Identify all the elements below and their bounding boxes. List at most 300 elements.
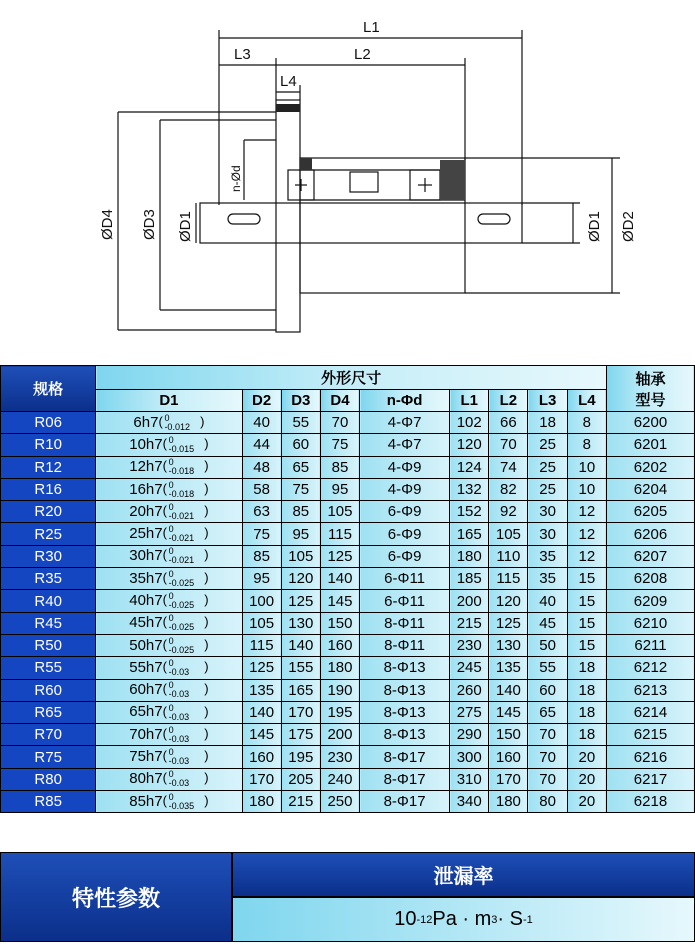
model-cell: R65	[1, 701, 96, 723]
d3-cell: 195	[281, 746, 320, 768]
l4-cell: 15	[567, 568, 606, 590]
d1-cell	[96, 634, 242, 656]
properties-panel	[0, 852, 695, 942]
leak-unit-a: Pa · m	[432, 908, 492, 930]
nd-cell: 8-Φ13	[360, 724, 450, 746]
l3-cell: 70	[528, 724, 567, 746]
tolerance-upper: 0	[168, 747, 174, 758]
l3-cell: 65	[528, 701, 567, 723]
bearing-cell: 6213	[606, 679, 694, 701]
tolerance-lower: -0.012	[164, 421, 190, 432]
column-header: L3	[528, 390, 567, 412]
d4-cell: 230	[320, 746, 359, 768]
l1-cell: 310	[450, 768, 489, 790]
l4-cell: 18	[567, 701, 606, 723]
tolerance-lower: -0.03	[168, 689, 190, 700]
nd-cell: 4-Φ9	[360, 478, 450, 500]
l2-cell: 66	[489, 412, 528, 434]
l2-cell: 120	[489, 590, 528, 612]
d3-cell: 85	[281, 501, 320, 523]
d1-tolerance: ( ) 0 -0.03	[162, 680, 209, 700]
l2-cell: 150	[489, 724, 528, 746]
l4-cell: 18	[567, 724, 606, 746]
header-bearing-line2: 型号	[635, 391, 666, 409]
l4-cell: 10	[567, 478, 606, 500]
d1-tolerance: ( ) 0 -0.025	[162, 635, 209, 655]
model-cell: R50	[1, 634, 96, 656]
column-header: D1	[96, 390, 242, 412]
table-row	[1, 478, 695, 500]
tolerance-lower: -0.021	[168, 555, 195, 566]
l1-cell: 185	[450, 568, 489, 590]
d1-cell	[96, 657, 242, 679]
l4-cell: 8	[567, 412, 606, 434]
d1-fit: 70h7	[129, 725, 163, 743]
d1-cell	[96, 456, 242, 478]
l2-cell: 170	[489, 768, 528, 790]
model-cell: R60	[1, 679, 96, 701]
model-cell: R30	[1, 545, 96, 567]
label-L2: L2	[354, 46, 371, 63]
l4-cell: 20	[567, 791, 606, 813]
leak-rate-title: 泄漏率	[232, 852, 695, 897]
d3-cell: 215	[281, 791, 320, 813]
bearing-cell: 6208	[606, 568, 694, 590]
l4-cell: 18	[567, 679, 606, 701]
tolerance-upper: 0	[168, 635, 174, 646]
tolerance-lower: -0.03	[168, 666, 190, 677]
d1-cell	[96, 478, 242, 500]
l1-cell: 132	[450, 478, 489, 500]
l1-cell: 215	[450, 612, 489, 634]
d2-cell: 135	[242, 679, 281, 701]
d2-cell: 145	[242, 724, 281, 746]
d3-cell: 120	[281, 568, 320, 590]
l1-cell: 124	[450, 456, 489, 478]
d1-tolerance: ( ) 0 -0.021	[162, 524, 209, 544]
technical-drawing	[0, 0, 695, 352]
l1-cell: 230	[450, 634, 489, 656]
d1-cell	[96, 768, 242, 790]
tolerance-lower: -0.03	[168, 733, 190, 744]
leak-exp-m: 3	[491, 913, 498, 926]
l4-cell: 18	[567, 657, 606, 679]
d1-tolerance: ( ) 0 -0.012	[158, 412, 205, 432]
l2-cell: 125	[489, 612, 528, 634]
model-cell: R06	[1, 412, 96, 434]
nd-cell: 8-Φ13	[360, 657, 450, 679]
leak-unit-b: · S	[497, 908, 523, 930]
l3-cell: 18	[528, 412, 567, 434]
l4-cell: 20	[567, 768, 606, 790]
tolerance-upper: 0	[168, 657, 174, 668]
d4-cell: 105	[320, 501, 359, 523]
bearing-cell: 6206	[606, 523, 694, 545]
d1-fit: 75h7	[129, 748, 163, 766]
nd-cell: 4-Φ7	[360, 434, 450, 456]
tolerance-lower: -0.03	[168, 756, 190, 767]
tolerance-upper: 0	[168, 613, 174, 624]
d2-cell: 160	[242, 746, 281, 768]
leak-base: 10	[394, 908, 417, 930]
d4-cell: 95	[320, 478, 359, 500]
d2-cell: 75	[242, 523, 281, 545]
properties-label: 特性参数	[0, 852, 232, 942]
label-nd: n-Ød	[229, 165, 243, 192]
d1-cell	[96, 746, 242, 768]
tolerance-lower: -0.025	[168, 622, 195, 633]
table-row	[1, 545, 695, 567]
d3-cell: 60	[281, 434, 320, 456]
d4-cell: 195	[320, 701, 359, 723]
d2-cell: 95	[242, 568, 281, 590]
l4-cell: 12	[567, 501, 606, 523]
d1-cell	[96, 568, 242, 590]
tolerance-lower: -0.021	[168, 533, 195, 544]
bearing-cell: 6210	[606, 612, 694, 634]
l3-cell: 70	[528, 746, 567, 768]
d4-cell: 145	[320, 590, 359, 612]
d4-cell: 240	[320, 768, 359, 790]
model-cell: R40	[1, 590, 96, 612]
l2-cell: 82	[489, 478, 528, 500]
d2-cell: 44	[242, 434, 281, 456]
table-row	[1, 568, 695, 590]
model-cell: R12	[1, 456, 96, 478]
l3-cell: 50	[528, 634, 567, 656]
d1-fit: 45h7	[129, 614, 163, 632]
d2-cell: 115	[242, 634, 281, 656]
l3-cell: 30	[528, 523, 567, 545]
d1-tolerance: ( ) 0 -0.03	[162, 657, 209, 677]
d1-fit: 6h7	[133, 413, 159, 431]
d1-fit: 35h7	[129, 569, 163, 587]
d4-cell: 190	[320, 679, 359, 701]
d3-cell: 95	[281, 523, 320, 545]
tolerance-lower: -0.035	[168, 800, 195, 811]
l4-cell: 15	[567, 612, 606, 634]
d1-fit: 30h7	[129, 547, 163, 565]
table-row	[1, 412, 695, 434]
table-row	[1, 456, 695, 478]
d4-cell: 200	[320, 724, 359, 746]
d1-cell	[96, 501, 242, 523]
model-cell: R25	[1, 523, 96, 545]
table-row	[1, 746, 695, 768]
table-row	[1, 634, 695, 656]
nd-cell: 8-Φ11	[360, 612, 450, 634]
d1-cell	[96, 701, 242, 723]
d1-tolerance: ( ) 0 -0.015	[162, 434, 209, 454]
tolerance-upper: 0	[168, 457, 174, 468]
tolerance-lower: -0.025	[168, 577, 195, 588]
d2-cell: 63	[242, 501, 281, 523]
d1-cell	[96, 545, 242, 567]
d1-cell	[96, 434, 242, 456]
l2-cell: 130	[489, 634, 528, 656]
l2-cell: 115	[489, 568, 528, 590]
l1-cell: 180	[450, 545, 489, 567]
tolerance-upper: 0	[168, 568, 174, 579]
l2-cell: 74	[489, 456, 528, 478]
nd-cell: 8-Φ17	[360, 746, 450, 768]
bearing-cell: 6202	[606, 456, 694, 478]
table-row	[1, 791, 695, 813]
nd-cell: 8-Φ13	[360, 701, 450, 723]
d3-cell: 75	[281, 478, 320, 500]
model-cell: R80	[1, 768, 96, 790]
bearing-cell: 6211	[606, 634, 694, 656]
d1-fit: 16h7	[129, 480, 163, 498]
d2-cell: 40	[242, 412, 281, 434]
model-cell: R20	[1, 501, 96, 523]
l3-cell: 40	[528, 590, 567, 612]
leak-rate-value	[232, 897, 695, 942]
d2-cell: 100	[242, 590, 281, 612]
l3-cell: 60	[528, 679, 567, 701]
d3-cell: 130	[281, 612, 320, 634]
d4-cell: 75	[320, 434, 359, 456]
label-L3: L3	[234, 46, 251, 63]
tolerance-lower: -0.021	[168, 510, 195, 521]
l1-cell: 290	[450, 724, 489, 746]
table-row	[1, 657, 695, 679]
tolerance-upper: 0	[164, 412, 170, 423]
l4-cell: 15	[567, 590, 606, 612]
d3-cell: 140	[281, 634, 320, 656]
l3-cell: 35	[528, 545, 567, 567]
column-header: L2	[489, 390, 528, 412]
l2-cell: 110	[489, 545, 528, 567]
d4-cell: 85	[320, 456, 359, 478]
l3-cell: 70	[528, 768, 567, 790]
d2-cell: 105	[242, 612, 281, 634]
tolerance-upper: 0	[168, 546, 174, 557]
leak-exp: -12	[416, 913, 433, 926]
d1-cell	[96, 523, 242, 545]
table-row	[1, 768, 695, 790]
l2-cell: 92	[489, 501, 528, 523]
d1-tolerance: ( ) 0 -0.021	[162, 501, 209, 521]
nd-cell: 4-Φ9	[360, 456, 450, 478]
label-D1-right: ØD1	[586, 211, 603, 242]
l1-cell: 152	[450, 501, 489, 523]
d1-cell	[96, 412, 242, 434]
d3-cell: 175	[281, 724, 320, 746]
d1-fit: 50h7	[129, 636, 163, 654]
d1-tolerance: ( ) 0 -0.035	[162, 791, 209, 811]
d4-cell: 140	[320, 568, 359, 590]
d1-tolerance: ( ) 0 -0.03	[162, 724, 209, 744]
tolerance-upper: 0	[168, 524, 174, 535]
bearing-cell: 6217	[606, 768, 694, 790]
bearing-cell: 6207	[606, 545, 694, 567]
table-row	[1, 434, 695, 456]
nd-cell: 8-Φ11	[360, 634, 450, 656]
column-header: D2	[242, 390, 281, 412]
table-row	[1, 679, 695, 701]
d1-fit: 85h7	[129, 792, 163, 810]
l3-cell: 25	[528, 456, 567, 478]
l4-cell: 15	[567, 634, 606, 656]
tolerance-lower: -0.03	[168, 711, 190, 722]
table-row	[1, 701, 695, 723]
d1-tolerance: ( ) 0 -0.018	[162, 479, 209, 499]
header-model: 规格	[1, 366, 96, 412]
d2-cell: 170	[242, 768, 281, 790]
d4-cell: 70	[320, 412, 359, 434]
nd-cell: 6-Φ11	[360, 568, 450, 590]
nd-cell: 6-Φ9	[360, 523, 450, 545]
tolerance-lower: -0.018	[168, 488, 195, 499]
l2-cell: 135	[489, 657, 528, 679]
d1-tolerance: ( ) 0 -0.021	[162, 546, 209, 566]
bearing-cell: 6205	[606, 501, 694, 523]
l4-cell: 12	[567, 545, 606, 567]
l2-cell: 105	[489, 523, 528, 545]
model-cell: R75	[1, 746, 96, 768]
d2-cell: 85	[242, 545, 281, 567]
table-row	[1, 612, 695, 634]
bearing-cell: 6215	[606, 724, 694, 746]
l1-cell: 165	[450, 523, 489, 545]
d4-cell: 180	[320, 657, 359, 679]
d1-tolerance: ( ) 0 -0.025	[162, 591, 209, 611]
l1-cell: 260	[450, 679, 489, 701]
d3-cell: 165	[281, 679, 320, 701]
d1-tolerance: ( ) 0 -0.025	[162, 568, 209, 588]
d1-fit: 40h7	[129, 592, 163, 609]
d1-cell	[96, 590, 242, 612]
d1-tolerance: ( ) 0 -0.025	[162, 613, 209, 633]
d3-cell: 205	[281, 768, 320, 790]
l1-cell: 245	[450, 657, 489, 679]
label-D2: ØD2	[620, 211, 637, 242]
model-cell: R55	[1, 657, 96, 679]
d3-cell: 125	[281, 590, 320, 612]
tolerance-upper: 0	[168, 769, 174, 780]
d1-fit: 55h7	[129, 658, 163, 676]
model-cell: R70	[1, 724, 96, 746]
model-cell: R85	[1, 791, 96, 813]
l3-cell: 35	[528, 568, 567, 590]
d2-cell: 125	[242, 657, 281, 679]
tolerance-upper: 0	[168, 501, 174, 512]
l3-cell: 25	[528, 478, 567, 500]
spec-table	[0, 365, 695, 813]
table-row	[1, 724, 695, 746]
column-header: n-Φd	[360, 390, 450, 412]
label-D3: ØD3	[141, 209, 158, 240]
l4-cell: 20	[567, 746, 606, 768]
d2-cell: 48	[242, 456, 281, 478]
tolerance-lower: -0.015	[168, 443, 195, 454]
l1-cell: 300	[450, 746, 489, 768]
d1-tolerance: ( ) 0 -0.03	[162, 702, 209, 722]
tolerance-upper: 0	[168, 591, 174, 602]
bearing-cell: 6216	[606, 746, 694, 768]
header-bearing	[606, 366, 694, 412]
tolerance-upper: 0	[168, 702, 174, 713]
d1-cell	[96, 724, 242, 746]
d1-fit: 12h7	[129, 458, 163, 476]
bearing-cell: 6218	[606, 791, 694, 813]
l3-cell: 45	[528, 612, 567, 634]
bearing-cell: 6209	[606, 590, 694, 612]
model-cell: R10	[1, 434, 96, 456]
l3-cell: 55	[528, 657, 567, 679]
table-row	[1, 501, 695, 523]
d1-tolerance: ( ) 0 -0.03	[162, 769, 209, 789]
l4-cell: 10	[567, 456, 606, 478]
d1-tolerance: ( ) 0 -0.018	[162, 457, 209, 477]
label-D1-left: ØD1	[177, 211, 194, 242]
d3-cell: 170	[281, 701, 320, 723]
tolerance-upper: 0	[168, 479, 174, 490]
d4-cell: 250	[320, 791, 359, 813]
bearing-cell: 6212	[606, 657, 694, 679]
label-D4: ØD4	[99, 209, 116, 240]
l1-cell: 102	[450, 412, 489, 434]
d2-cell: 140	[242, 701, 281, 723]
bearing-cell: 6200	[606, 412, 694, 434]
d1-fit: 10h7	[129, 435, 163, 453]
model-cell: R16	[1, 478, 96, 500]
model-cell: R35	[1, 568, 96, 590]
tolerance-lower: -0.03	[168, 778, 190, 789]
nd-cell: 6-Φ9	[360, 501, 450, 523]
nd-cell: 8-Φ17	[360, 768, 450, 790]
l1-cell: 200	[450, 590, 489, 612]
l2-cell: 145	[489, 701, 528, 723]
l3-cell: 25	[528, 434, 567, 456]
d1-fit: 20h7	[129, 502, 163, 520]
d4-cell: 125	[320, 545, 359, 567]
d3-cell: 155	[281, 657, 320, 679]
d1-cell	[96, 612, 242, 634]
nd-cell: 6-Φ9	[360, 545, 450, 567]
d1-cell	[96, 791, 242, 813]
l2-cell: 70	[489, 434, 528, 456]
d2-cell: 58	[242, 478, 281, 500]
l2-cell: 160	[489, 746, 528, 768]
d1-tolerance: ( ) 0 -0.03	[162, 747, 209, 767]
d1-fit: 25h7	[129, 525, 163, 543]
label-L4: L4	[280, 73, 297, 90]
l1-cell: 120	[450, 434, 489, 456]
d1-fit: 65h7	[129, 703, 163, 721]
model-cell: R45	[1, 612, 96, 634]
l1-cell: 275	[450, 701, 489, 723]
d1-fit: 80h7	[129, 770, 163, 788]
column-header: D3	[281, 390, 320, 412]
tolerance-upper: 0	[168, 680, 174, 691]
tolerance-lower: -0.018	[168, 466, 195, 477]
l1-cell: 340	[450, 791, 489, 813]
bearing-cell: 6204	[606, 478, 694, 500]
table-row	[1, 523, 695, 545]
d4-cell: 115	[320, 523, 359, 545]
d4-cell: 150	[320, 612, 359, 634]
d1-cell	[96, 679, 242, 701]
label-L1: L1	[363, 19, 380, 36]
header-bearing-line1: 轴承	[635, 370, 666, 388]
d3-cell: 65	[281, 456, 320, 478]
column-header: L1	[450, 390, 489, 412]
tolerance-upper: 0	[168, 434, 174, 445]
l2-cell: 180	[489, 791, 528, 813]
tolerance-upper: 0	[168, 791, 174, 802]
